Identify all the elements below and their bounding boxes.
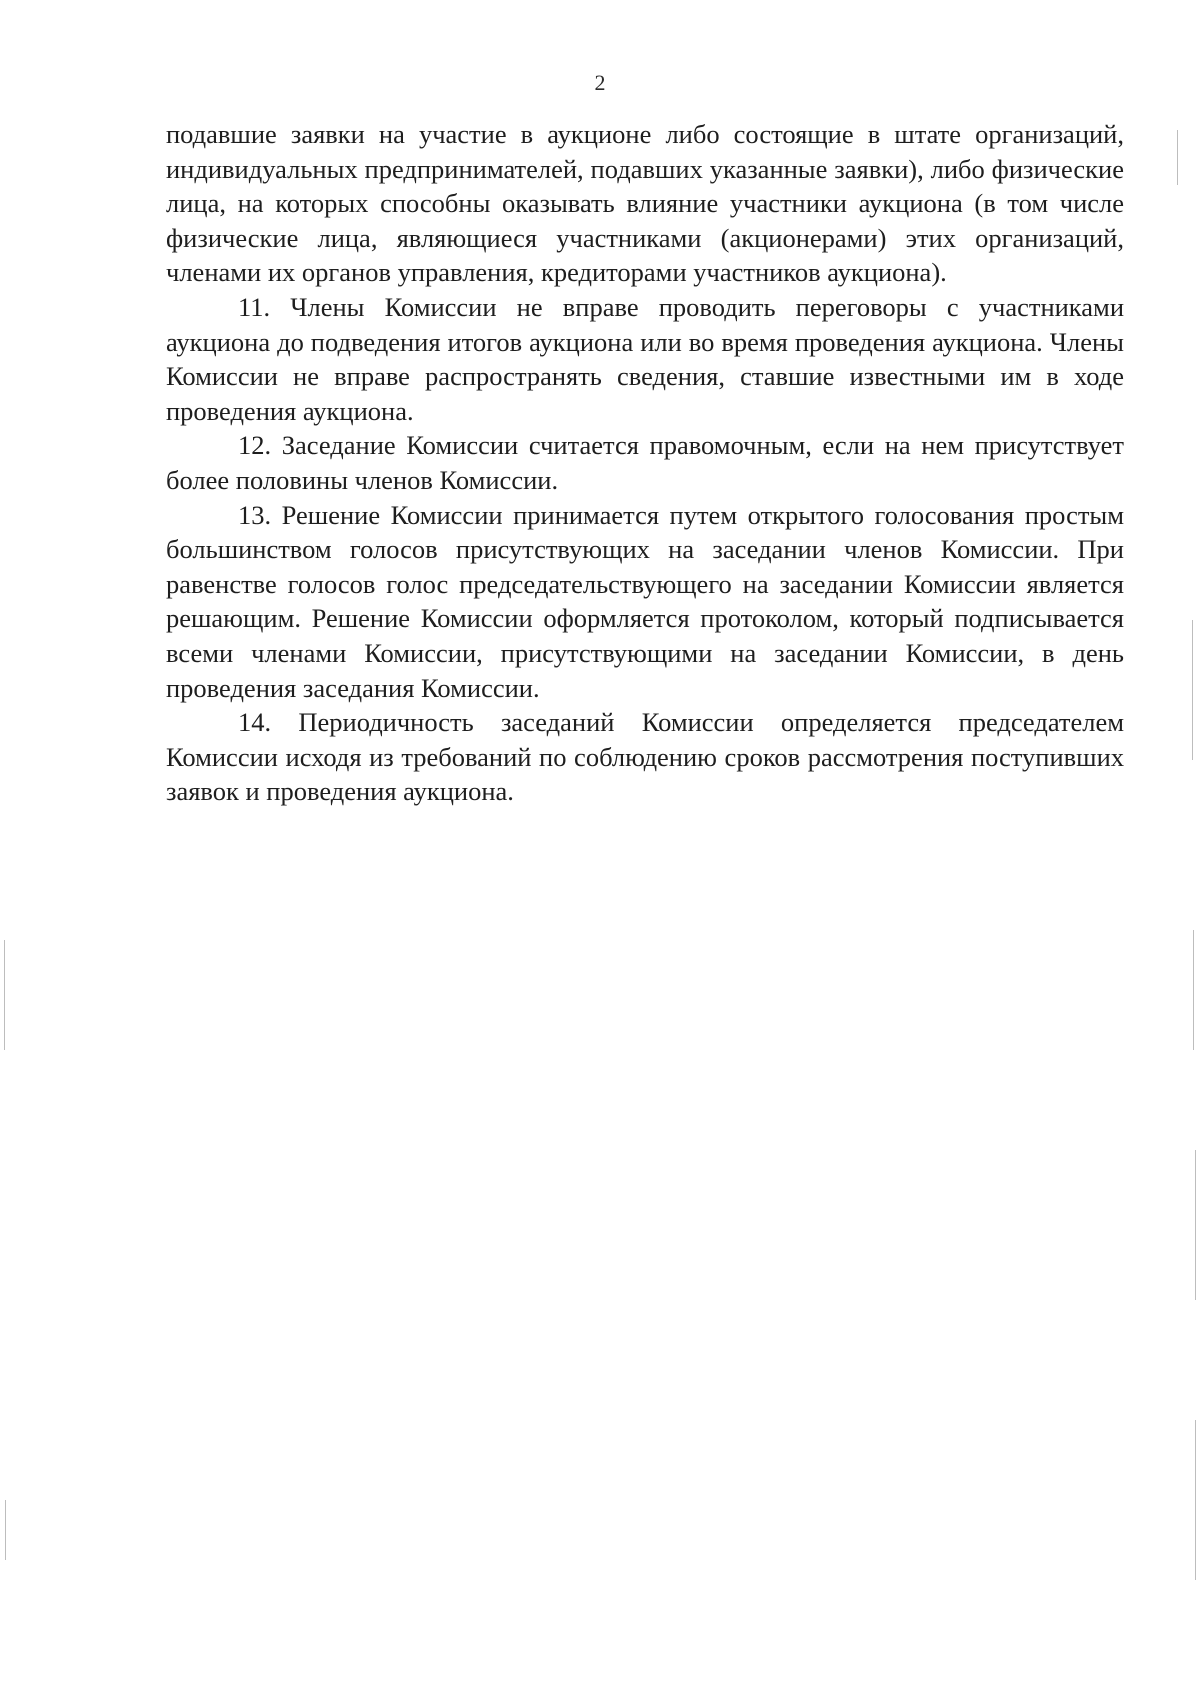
paragraph-13: 13. Решение Комиссии принимается путем открытого голосования простым большинством голосов присутствующих на заседании членов Комиссии. При равенстве голосов голос председательствующего на заседании Комиссии является решающим. Решение Комиссии оформляется протоколом, который подписывается всеми членами Комиссии, присутствующими на заседании Комиссии, в день проведения заседания Комиссии. — [166, 499, 1124, 703]
page-number: 2 — [594, 70, 606, 95]
scan-edge-mark — [5, 1500, 6, 1560]
scan-edge-mark — [1177, 130, 1178, 185]
paragraph-11: 11. Члены Комиссии не вправе проводить переговоры с участниками аукциона до подведения итогов аукциона или во время проведения аукциона. Члены Комиссии не вправе распространять сведения, ставшие известными им в ходе проведения аукциона. — [166, 291, 1124, 426]
scan-edge-mark — [4, 940, 5, 1050]
scan-edge-mark — [1192, 620, 1193, 760]
paragraph-12: 12. Заседание Комиссии считается правомочным, если на нем присутствует более половины членов Комиссии. — [166, 430, 1124, 495]
scan-edge-mark — [1195, 1420, 1196, 1580]
scan-edge-mark — [1193, 930, 1194, 1050]
document-body — [166, 117, 1124, 809]
scan-edge-mark — [1195, 1150, 1196, 1300]
paragraph-continuation: подавшие заявки на участие в аукционе либо состоящие в штате организаций, индивидуальных предпринимателей, подавших указанные заявки), либо физические лица, на которых способны оказывать влияние участники аукциона (в том числе физические лица, являющиеся участниками (акционерами) этих организаций, членами их органов управления, кредиторами участников аукциона). — [166, 119, 1124, 288]
paragraph-14: 14. Периодичность заседаний Комиссии определяется председателем Комиссии исходя из требований по соблюдению сроков рассмотрения поступивших заявок и проведения аукциона. — [166, 707, 1124, 807]
